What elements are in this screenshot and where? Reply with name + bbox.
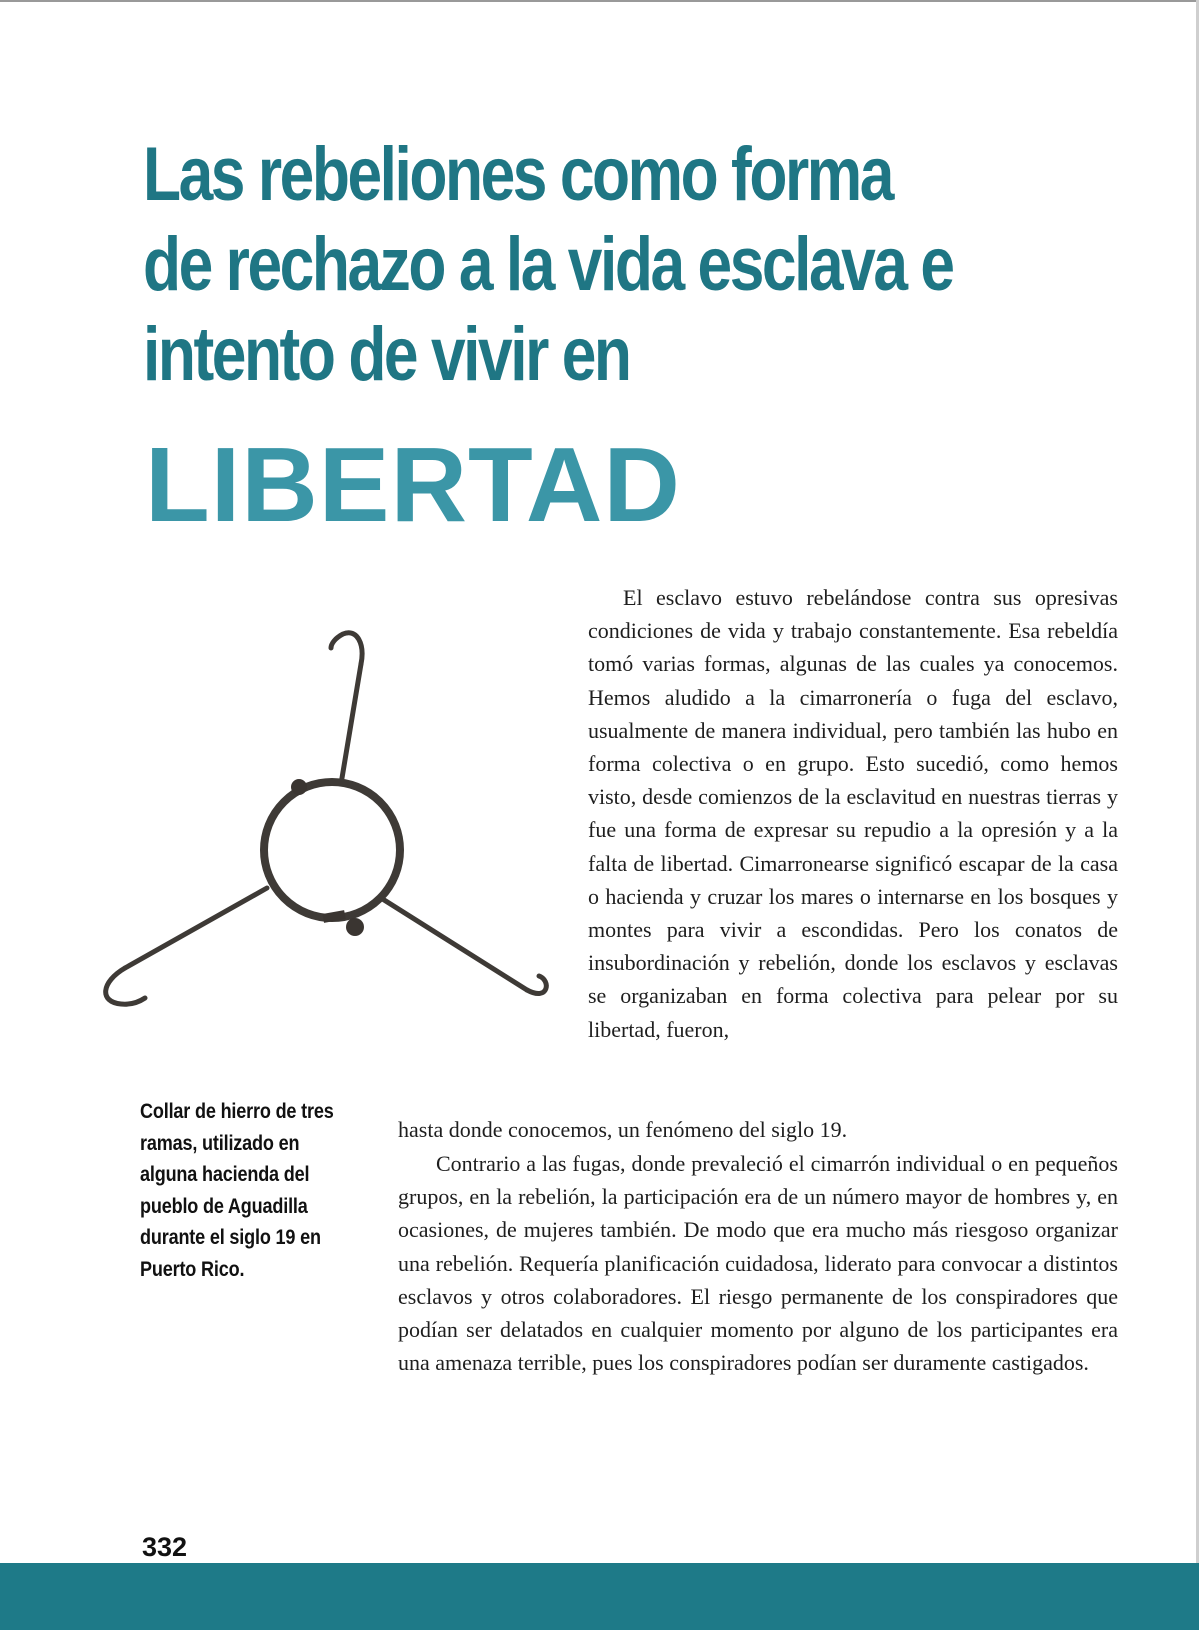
title-line-2: de rechazo a la vida esclava e: [143, 222, 953, 307]
page-number: 332: [142, 1532, 188, 1562]
footer-band: [0, 1563, 1199, 1630]
page-title: [143, 130, 963, 400]
paragraph-1-end: hasta donde conocemos, un fenómeno del siglo 19.: [398, 1117, 848, 1142]
paragraph-2: Contrario a las fugas, donde prevaleció el cimarrón individual o en pequeños grupos, en la rebelión, la participación era de un número mayor de hombres y, en ocasiones, de mujeres también. De modo que era mucho más riesgoso organizar una rebelión. Requería planificación cuidadosa, liderato para convocar a distintos esclavos y otros colaboradores. El riesgo permanente de los conspiradores que podían ser delatados en cualquier momento por alguno de los participantes era una amenaza terrible, pues los conspiradores podían ser duramente castigados.: [398, 1151, 1118, 1376]
paragraph-1: El esclavo estuvo rebelándose contra sus opresivas condiciones de vida y trabajo constantemente. Esa rebeldía tomó varias formas, algunas de las cuales ya conocemos. Hemos aludido a la cimarronería o fuga del esclavo, usualmente de manera individual, pero también las hubo en forma colectiva o en grupo. Esto sucedió, como hemos visto, desde comienzos de la esclavitud en nuestras tierras y fue una forma de expresar su repudio a la opresión y a la falta de libertad. Cimarronearse significó escapar de la casa o hacienda y cruzar los mares o internarse en los bosques y montes para vivir a escondidas. Pero los conatos de insubordinación y rebelión, donde los esclavos y esclavas se organizaban en forma colectiva para pelear por su libertad, fueron,: [588, 585, 1118, 1042]
title-emphasis: LIBERTAD: [145, 426, 681, 544]
page-top-edge: [0, 0, 1199, 2]
figure-caption: Collar de hierro de tres ramas, utilizado en alguna hacienda del pueblo de Aguadilla durante el siglo 19 en Puerto Rico.: [140, 1100, 334, 1281]
iron-collar-illustration: [95, 630, 575, 1050]
title-line-1: Las rebeliones como forma: [143, 132, 892, 217]
title-line-3: intento de vivir en: [143, 312, 630, 397]
